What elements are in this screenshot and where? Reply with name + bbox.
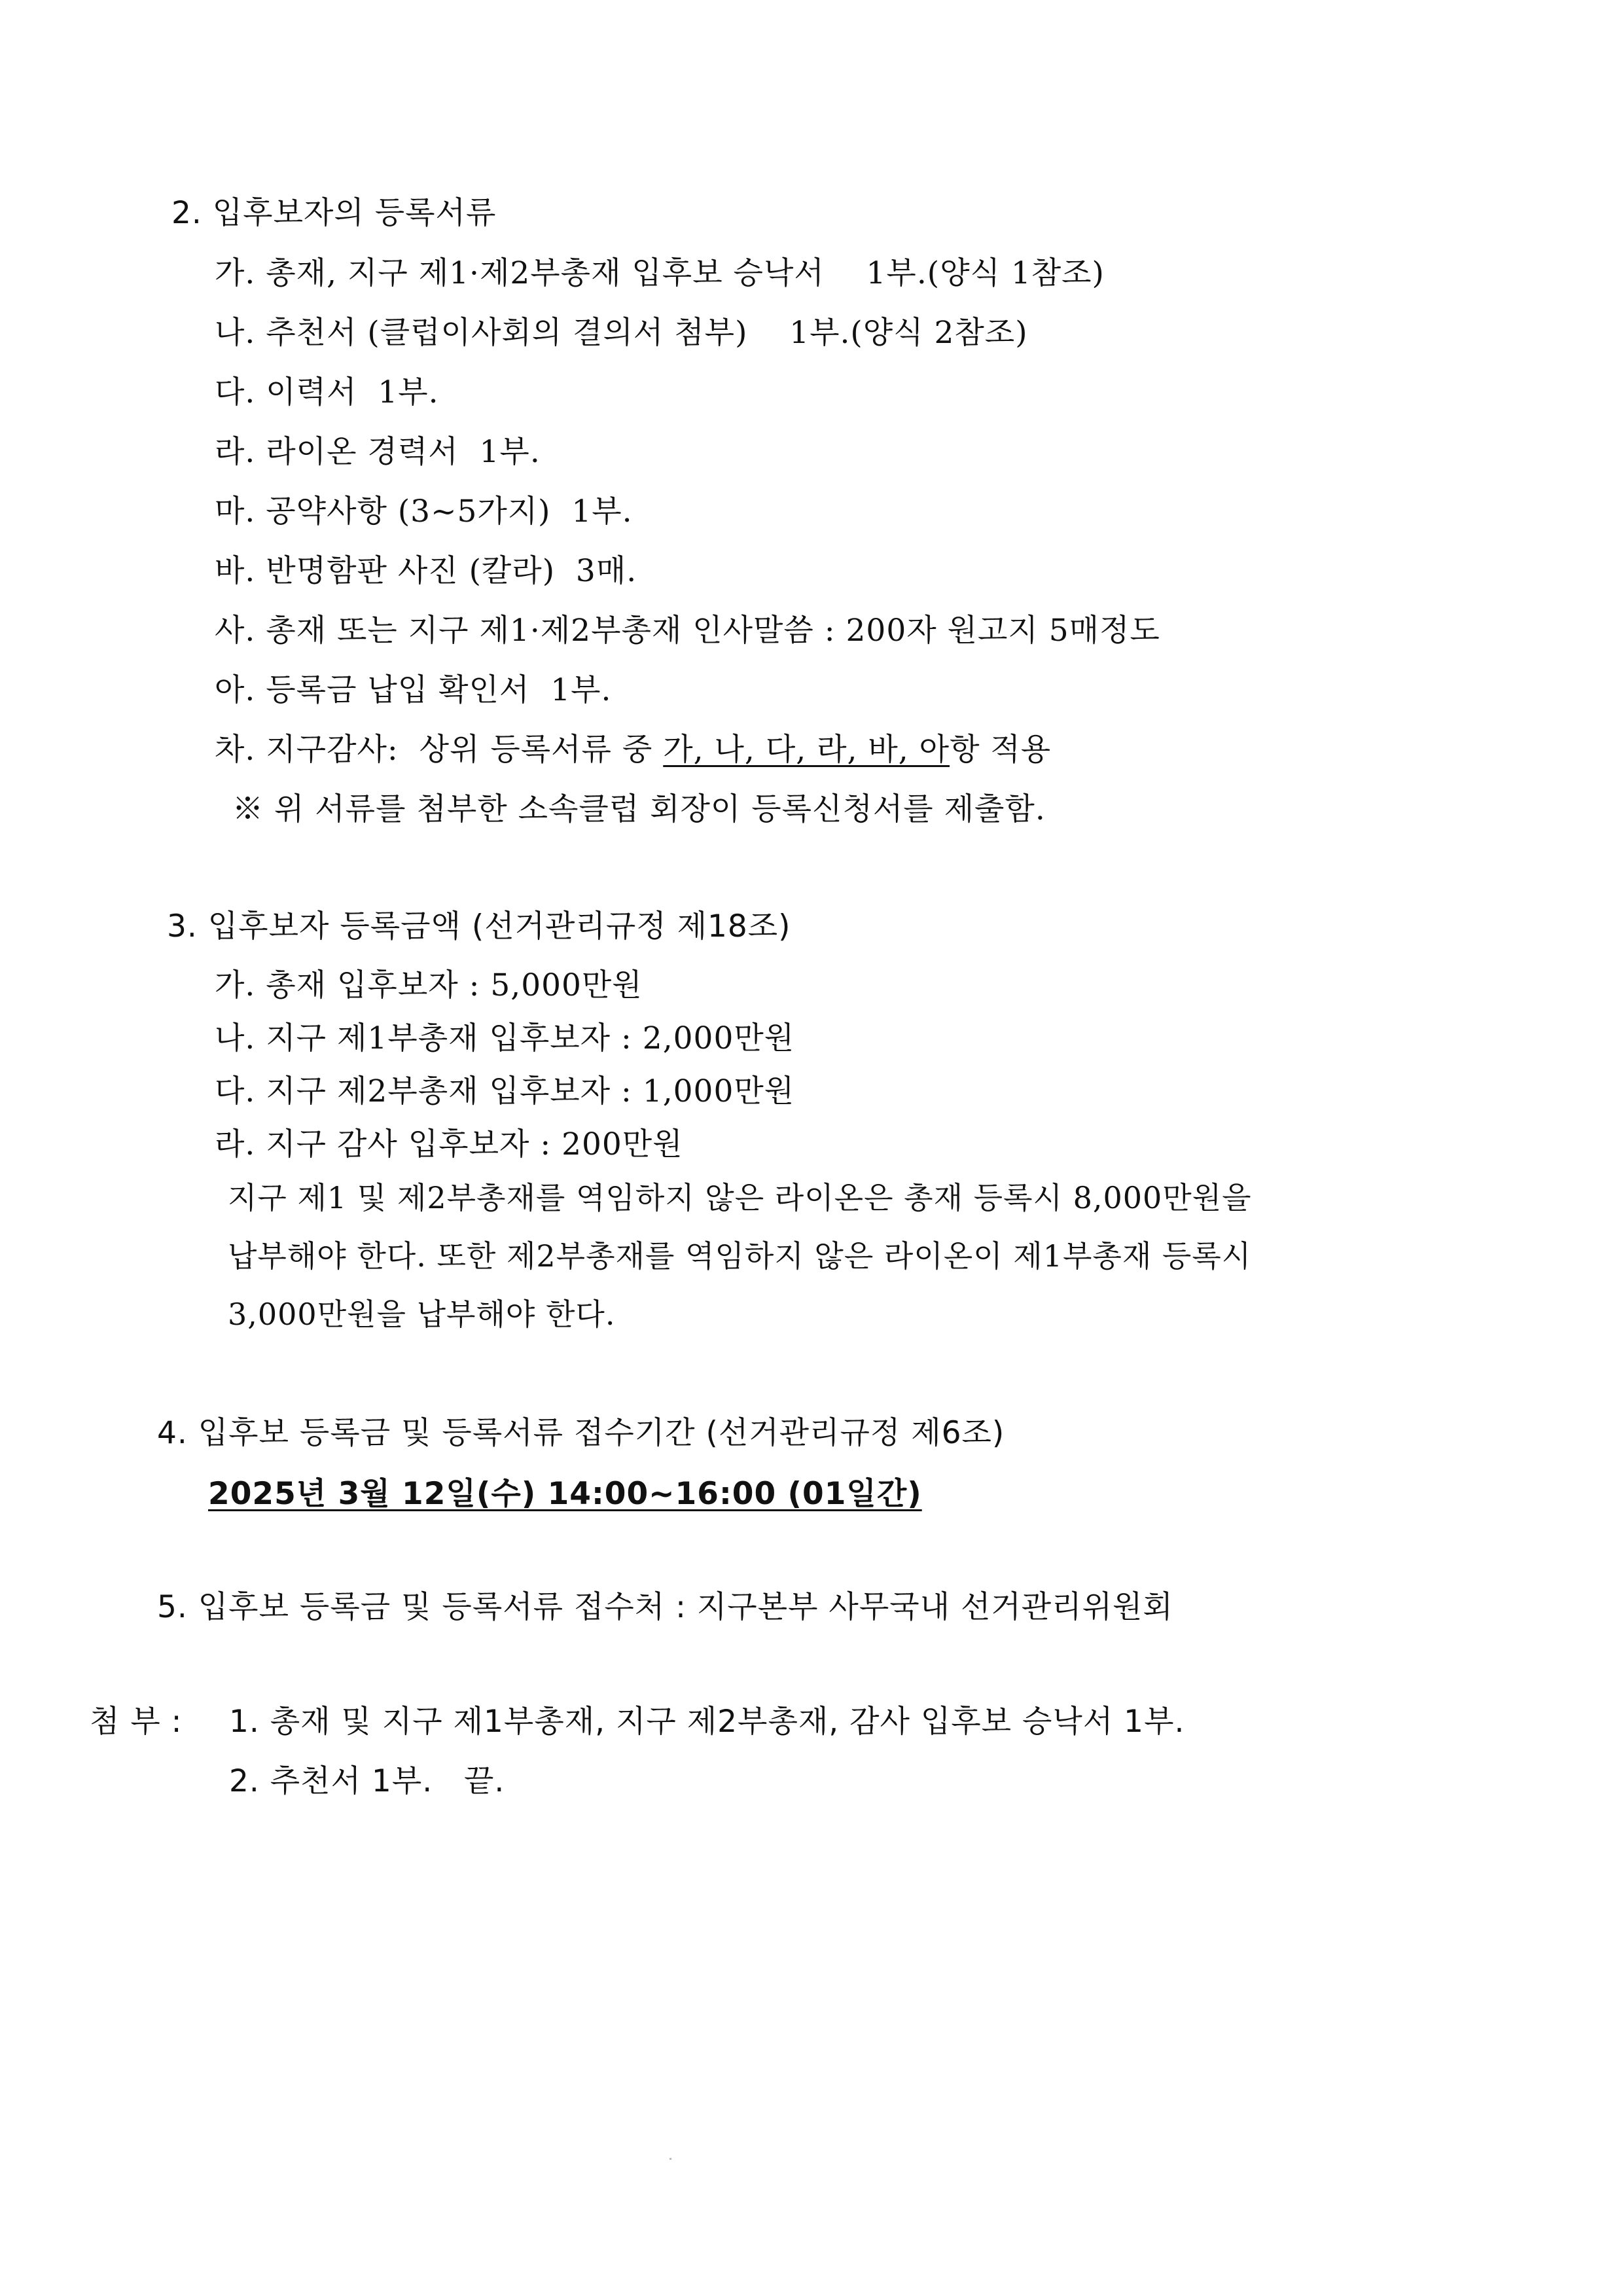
section-2-heading: 2. 입후보자의 등록서류 (171, 195, 497, 231)
section-2-item-ba: 바. 반명함판 사진 (칼라) 3매. (215, 553, 637, 589)
item-cha-underlined: 가, 나, 다, 라, 바, 아 (663, 732, 950, 768)
section-4-heading: 4. 입후보 등록금 및 등록서류 접수기간 (선거관리규정 제6조) (157, 1415, 1005, 1451)
registration-period: 2025년 3월 12일(수) 14:00~16:00 (01일간) (208, 1476, 922, 1512)
section-2-item-na: 나. 추천서 (클럽이사회의 결의서 첨부) 1부.(양식 2참조) (215, 315, 1028, 351)
section-2-item-da: 다. 이력서 1부. (215, 374, 439, 410)
section-3-item-ga: 가. 총재 입후보자 : 5,000만원 (215, 967, 643, 1003)
section-3-item-ra: 라. 지구 감사 입후보자 : 200만원 (215, 1126, 683, 1162)
attachment-item-1: 1. 총재 및 지구 제1부총재, 지구 제2부총재, 감사 입후보 승낙서 1부. (229, 1704, 1185, 1740)
section-2-item-ma: 마. 공약사항 (3~5가지) 1부. (215, 493, 633, 529)
attachment-item-2: 2. 추천서 1부. 끝. (229, 1763, 505, 1799)
section-3-item-da: 다. 지구 제2부총재 입후보자 : 1,000만원 (215, 1073, 795, 1109)
item-cha-prefix: 차. 지구감사: 상위 등록서류 중 (215, 732, 664, 768)
section-3-note-line-1: 지구 제1 및 제2부총재를 역임하지 않은 라이온은 총재 등록시 8,000만원을 (228, 1180, 1252, 1215)
section-2-note: ※ 위 서류를 첨부한 소속클럽 회장이 등록신청서를 제출함. (232, 791, 1046, 827)
section-3-heading: 3. 입후보자 등록금액 (선거관리규정 제18조) (167, 908, 791, 944)
section-2-item-ra: 라. 라이온 경력서 1부. (215, 434, 541, 470)
item-cha-suffix: 항 적용 (950, 732, 1052, 768)
attachments-label: 첨 부 : (90, 1704, 183, 1740)
section-2-item-sa: 사. 총재 또는 지구 제1·제2부총재 인사말씀 : 200자 원고지 5매정도 (215, 613, 1160, 649)
section-3-note-line-2: 납부해야 한다. 또한 제2부총재를 역임하지 않은 라이온이 제1부총재 등록시 (228, 1238, 1252, 1274)
section-3-item-na: 나. 지구 제1부총재 입후보자 : 2,000만원 (215, 1020, 795, 1056)
section-3-note-line-3: 3,000만원을 납부해야 한다. (228, 1297, 616, 1332)
section-5-heading: 5. 입후보 등록금 및 등록서류 접수처 : 지구본부 사무국내 선거관리위원회 (157, 1589, 1173, 1625)
section-2-item-a: 아. 등록금 납입 확인서 1부. (215, 672, 612, 708)
section-2-item-cha (215, 730, 1051, 770)
section-2-item-ga: 가. 총재, 지구 제1·제2부총재 입후보 승낙서 1부.(양식 1참조) (215, 255, 1105, 291)
scan-speck (669, 2158, 671, 2160)
